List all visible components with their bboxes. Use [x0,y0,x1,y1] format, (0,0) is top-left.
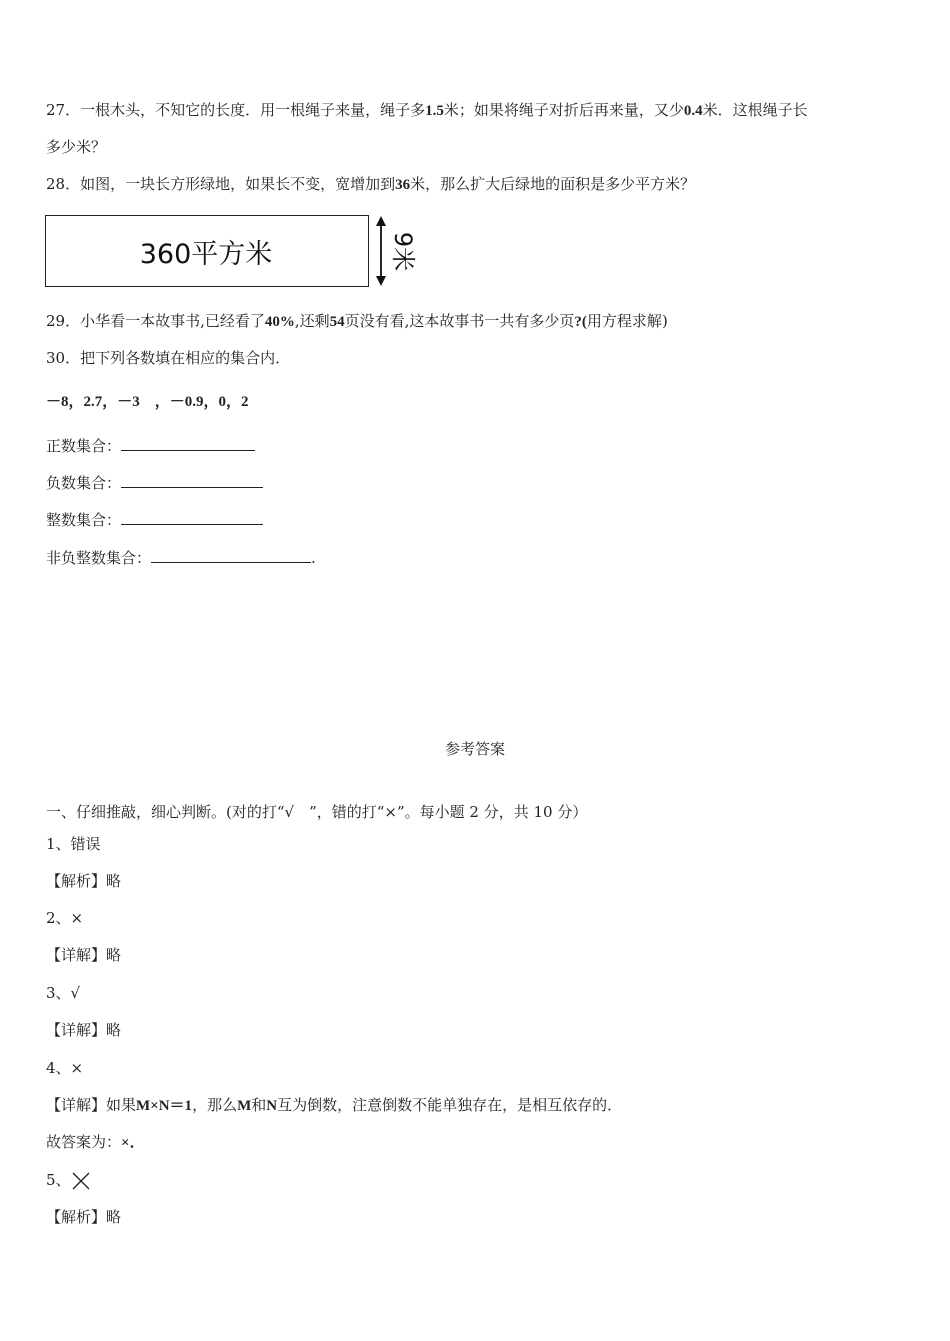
q29-pages: 54 [329,314,345,330]
answers-section-heading: 一、仔细推敲，细心判断。(对的打“√ ”，错的打“×”。每小题 2 分，共 10 分） [46,803,588,821]
q29-punct: ?( [574,314,587,330]
answer-blank [121,436,255,451]
question-30-title: 30．把下列各数填在相应的集合内． [46,349,291,367]
answer-blank [121,510,263,525]
q27-text: 27．一根木头，不知它的长度．用一根绳子来量，绳子多 [46,101,426,119]
nonneg-set-end: . [311,549,316,567]
q29-text: 29．小华看一本故事书,已经看了 [46,312,265,330]
positive-set [46,436,255,456]
nonneg-set-label: 非负整数集合： [46,549,152,567]
answer-2: 2、× [46,909,84,927]
a4-note-text: ，那么 [192,1096,238,1114]
question-28 [46,174,695,195]
a4-note-var: M [237,1098,252,1114]
answer-5-note: 【解析】略 [46,1208,122,1226]
a4-answer-label: 故答案为： [46,1133,122,1151]
question-29 [46,311,668,332]
answer-3: 3、√ [46,984,81,1002]
positive-set-label: 正数集合： [46,437,122,455]
q27-value-1: 1.5 [425,103,444,119]
q27-value-2: 0.4 [683,103,703,119]
answer-blank [151,548,311,563]
a4-answer-value: ×． [121,1135,145,1151]
q29-text: 用方程求解 [586,312,662,330]
a5-number: 5、 [46,1171,71,1189]
question-30-numbers: －8，2.7，－3 ，－0.9，0，2 [46,394,249,410]
q29-percent: 40% [264,314,295,330]
rectangle-area-label: 360平方米 [139,238,273,270]
q29-punct: ) [661,312,668,330]
cross-mark-icon [71,1171,91,1191]
answer-3-note: 【详解】略 [46,1021,122,1039]
q27-text: 米．这根绳子长 [702,101,808,119]
answer-blank [121,473,263,488]
negative-set [46,473,263,493]
a4-note-var: N [266,1098,278,1114]
integer-set-label: 整数集合： [46,511,122,529]
answer-5 [46,1170,91,1191]
rectangle-width-label-wrap [391,215,421,287]
q29-text: 页没有看,这本故事书一共有多少页 [344,312,575,330]
a4-note-text: 【详解】如果 [46,1096,137,1114]
q27-text: 米；如果将绳子对折后再来量，又少 [443,101,684,119]
answer-2-note: 【详解】略 [46,946,122,964]
rectangle-width-label: 9米 [389,231,418,271]
answer-4-final [46,1132,145,1153]
a4-note-text: 和 [251,1096,267,1114]
q28-text: 米，那么扩大后绿地的面积是多少平方米？ [410,175,696,193]
question-27-line-1 [46,100,808,121]
answers-title: 参考答案 [444,740,505,758]
nonneg-integer-set [46,548,316,568]
answer-1: 1、错误 [46,835,101,853]
negative-set-label: 负数集合： [46,474,122,492]
a4-note-text: 互为倒数，注意倒数不能单独存在，是相互依存的． [277,1096,623,1114]
integer-set [46,510,263,530]
answer-4: 4、× [46,1059,84,1077]
q29-text: ,还剩 [294,312,330,330]
answer-1-note: 【解析】略 [46,872,122,890]
a4-note-equation: M×N＝1 [136,1098,193,1114]
answer-4-note [46,1095,622,1116]
rectangle-figure [45,215,417,287]
question-27-line-2: 多少米？ [46,138,107,156]
q28-text: 28．如图，一块长方形绿地，如果长不变，宽增加到 [46,175,396,193]
q28-value: 36 [395,177,411,193]
